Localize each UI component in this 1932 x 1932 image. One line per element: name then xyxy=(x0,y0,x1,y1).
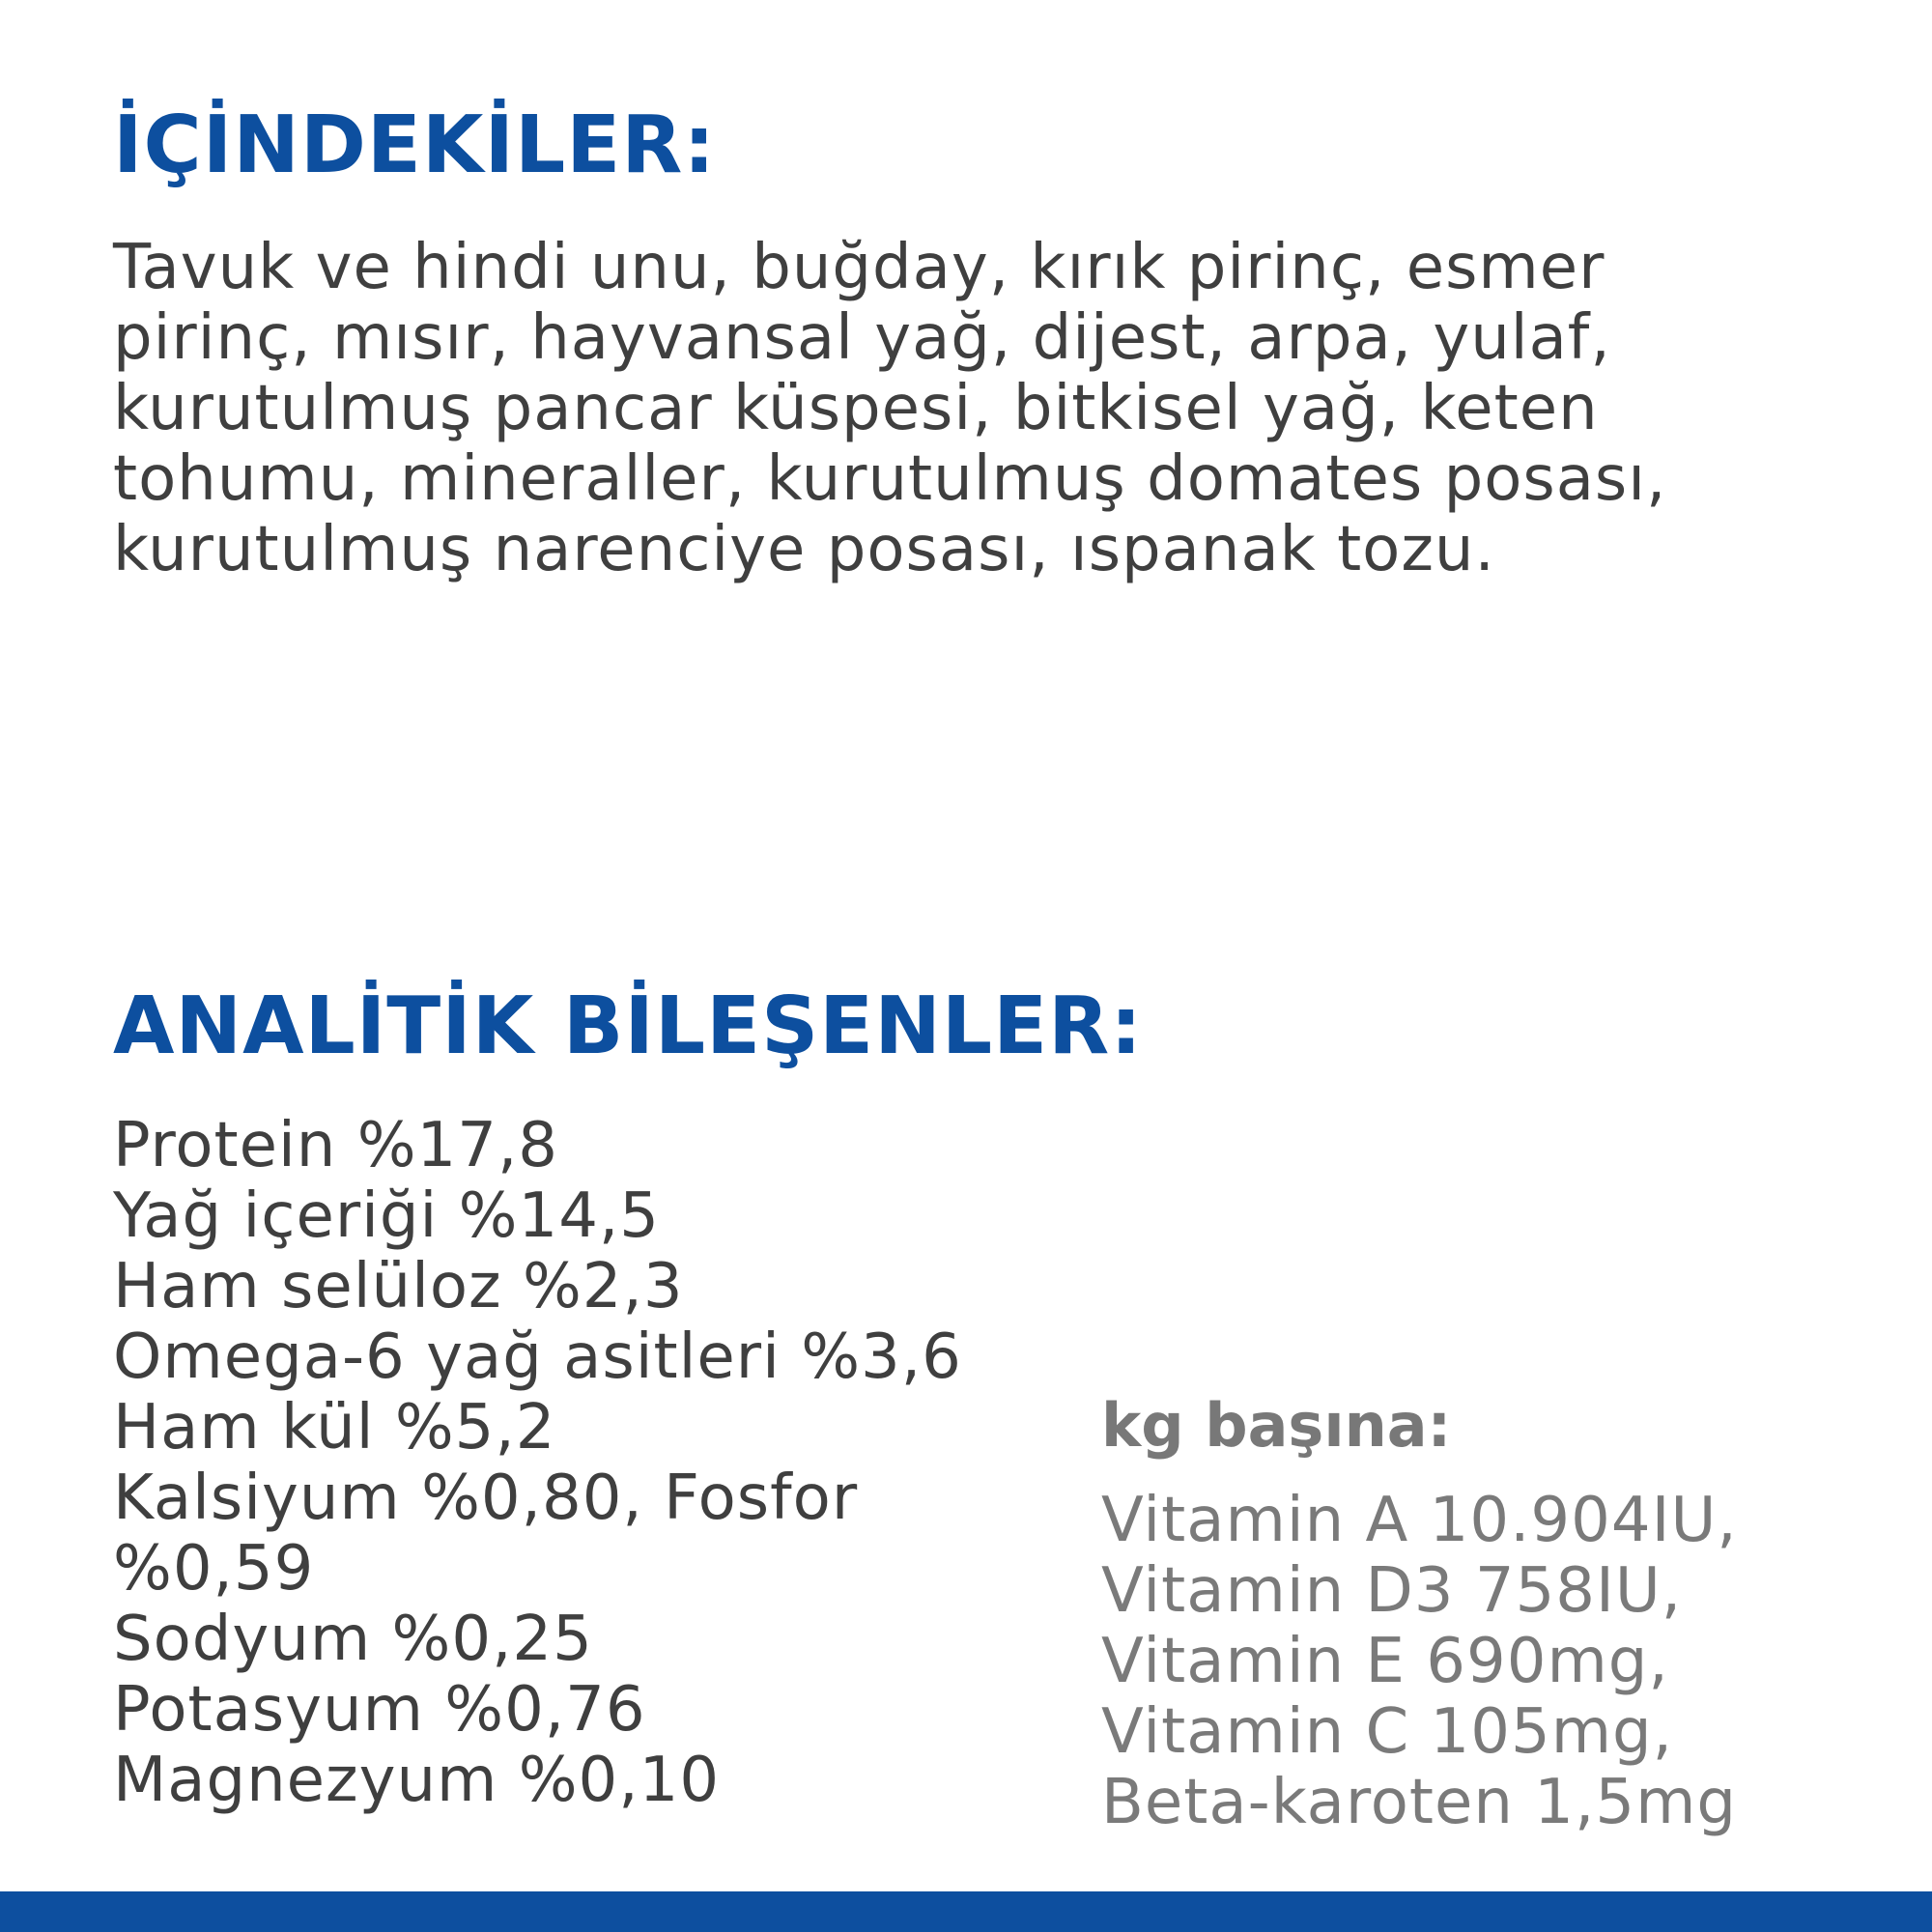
ingredients-heading: İÇİNDEKİLER: xyxy=(113,99,717,191)
bottom-accent-bar xyxy=(0,1891,1932,1932)
ingredients-line: pirinç, mısır, hayvansal yağ, dijest, arpa, yulaf, xyxy=(113,302,1611,374)
ingredients-line: tohumu, mineraller, kurutulmuş domates posası, xyxy=(113,443,1667,515)
vitamins-list xyxy=(1101,1486,1738,1838)
component-item: %0,59 xyxy=(113,1533,315,1605)
ingredients-line: kurutulmuş narenciye posası, ıspanak tozu. xyxy=(113,514,1495,585)
component-item: Potasyum %0,76 xyxy=(113,1674,646,1746)
ingredients-line: kurutulmuş pancar küspesi, bitkisel yağ, keten xyxy=(113,373,1599,444)
vitamin-item: Vitamin D3 758IU, xyxy=(1101,1555,1683,1627)
component-item: Magnezyum %0,10 xyxy=(113,1745,721,1816)
per-kg-label: kg başına: xyxy=(1101,1390,1452,1461)
vitamin-item: Vitamin A 10.904IU, xyxy=(1101,1485,1738,1556)
component-item: Omega-6 yağ asitleri %3,6 xyxy=(113,1321,962,1393)
vitamin-item: Beta-karoten 1,5mg xyxy=(1101,1767,1738,1838)
component-item: Ham selüloz %2,3 xyxy=(113,1251,684,1322)
vitamin-item: Vitamin E 690mg, xyxy=(1101,1626,1669,1697)
ingredients-text xyxy=(113,233,1666,585)
component-item: Sodyum %0,25 xyxy=(113,1604,593,1675)
vitamin-item: Vitamin C 105mg, xyxy=(1101,1696,1673,1768)
component-item: Ham kül %5,2 xyxy=(113,1392,556,1463)
analytic-components-list xyxy=(113,1111,962,1816)
component-item: Protein %17,8 xyxy=(113,1110,558,1181)
component-item: Yağ içeriği %14,5 xyxy=(113,1180,660,1252)
analytic-components-heading: ANALİTİK BİLEŞENLER: xyxy=(113,980,1144,1072)
ingredients-line: Tavuk ve hindi unu, buğday, kırık pirinç, esmer xyxy=(113,232,1605,303)
component-item: Kalsiyum %0,80, Fosfor xyxy=(113,1463,859,1534)
